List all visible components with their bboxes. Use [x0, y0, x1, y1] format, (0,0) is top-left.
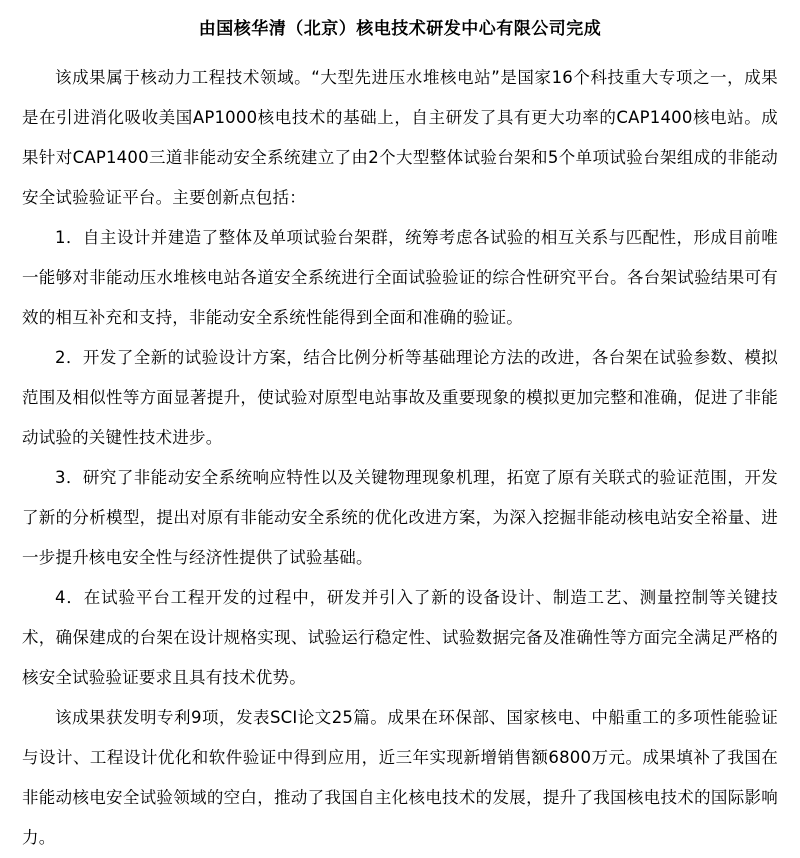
page-title: 由国核华清（北京）核电技术研发中心有限公司完成 — [198, 19, 602, 39]
paragraph-innovation-1: 1．自主设计并建造了整体及单项试验台架群，统筹考虑各试验的相互关系与匹配性，形成目前唯一能够对非能动压水堆核电站各道安全系统进行全面试验验证的综合性研究平台。各台架试验结果可有效的相互补充和支持，非能动安全系统性能得到全面和准确的验证。 — [22, 228, 778, 327]
paragraph-innovation-4: 4．在试验平台工程开发的过程中，研发并引入了新的设备设计、制造工艺、测量控制等关键技术，确保建成的台架在设计规格实现、试验运行稳定性、试验数据完备及准确性等方面完全满足严格的核安全试验验证要求且具有技术优势。 — [22, 588, 778, 687]
paragraph-innovation-2: 2．开发了全新的试验设计方案，结合比例分析等基础理论方法的改进，各台架在试验参数、模拟范围及相似性等方面显著提升，使试验对原型电站事故及重要现象的模拟更加完整和准确，促进了非能动试验的关键性技术进步。 — [22, 348, 778, 447]
paragraph-achievements: 该成果获发明专利9项，发表SCI论文25篇。成果在环保部、国家核电、中船重工的多项性能验证与设计、工程设计优化和软件验证中得到应用，近三年实现新增销售额6800万元。成果填补了我国在非能动核电安全试验领域的空白，推动了我国自主化核电技术的发展，提升了我国核电技术的国际影响力。 — [22, 708, 778, 847]
paragraph-innovation-3: 3．研究了非能动安全系统响应特性以及关键物理现象机理，拓宽了原有关联式的验证范围，开发了新的分析模型，提出对原有非能动安全系统的优化改进方案，为深入挖掘非能动核电站安全裕量、进一步提升核电安全性与经济性提供了试验基础。 — [22, 468, 778, 567]
paragraph-overview: 该成果属于核动力工程技术领域。“大型先进压水堆核电站”是国家16个科技重大专项之一，成果是在引进消化吸收美国AP1000核电技术的基础上，自主研发了具有更大功率的CAP1400核电站。成果针对CAP1400三道非能动安全系统建立了由2个大型整体试验台架和5个单项试验台架组成的非能动安全试验验证平台。主要创新点包括： — [22, 68, 778, 207]
